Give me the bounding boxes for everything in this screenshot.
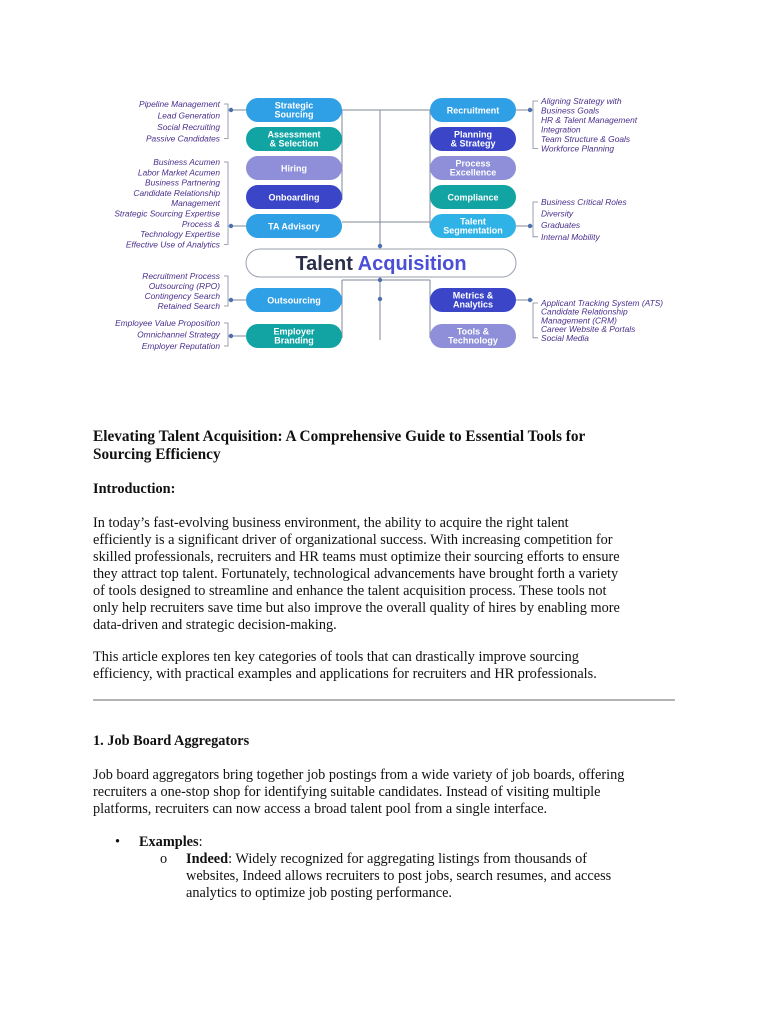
right-bracket: [533, 101, 538, 149]
example-indeed: [139, 851, 675, 902]
article-title: [93, 428, 675, 464]
indeed-text-line-2: websites, Indeed allows recruiters to post jobs, search resumes, and access: [186, 868, 612, 884]
examples-list: [93, 834, 675, 902]
right-side-item: Applicant Tracking System (ATS): [541, 298, 664, 308]
left-bracket: [224, 323, 228, 346]
pill-label-planning-strategy: Planning: [454, 129, 492, 140]
left-side-item: Labor Market Acumen: [137, 167, 220, 178]
left-side-item: Lead Generation: [157, 110, 220, 121]
right-side-item: Team Structure & Goals: [541, 134, 631, 144]
left-side-item: Outsourcing (RPO): [148, 281, 220, 291]
pill-label-metrics-analytics: Analytics: [452, 299, 494, 310]
section-1-line: Job board aggregators bring together job postings from a wide variety of job boards, offering: [93, 767, 625, 783]
pill-label-employer-branding: Employer: [273, 326, 315, 337]
examples-label: Examples: [139, 834, 199, 850]
right-side-item: Aligning Strategy with: [541, 96, 622, 106]
pill-label-strategic-sourcing: Sourcing: [274, 109, 314, 120]
left-side-item: Employer Reputation: [141, 341, 220, 351]
intro-heading: Introduction:: [93, 481, 176, 497]
article-title-line-1: Elevating Talent Acquisition: A Comprehensive Guide to Essential Tools for: [93, 428, 586, 445]
right-side-item: Management (CRM): [541, 315, 617, 326]
pill-label-process-excellence: Excellence: [449, 167, 497, 178]
right-side-item: Graduates: [541, 220, 581, 231]
indeed-text-line-1: : Widely recognized for aggregating listings from thousands of: [228, 851, 587, 867]
connector-dot: [229, 108, 233, 112]
left-side-item: Technology Expertise: [140, 229, 220, 240]
pill-label-recruitment: Recruitment: [446, 105, 500, 116]
intro-line: they attract top talent. Fortunately, technological advancements have brought forth a variety: [93, 566, 619, 582]
pill-label-tools-technology: Technology: [448, 335, 498, 346]
right-side-item: Integration: [541, 124, 581, 135]
pill-label-assessment-selection: & Selection: [269, 138, 319, 149]
pill-label-strategic-sourcing: Strategic: [274, 100, 314, 111]
pill-label-outsourcing: Outsourcing: [267, 295, 321, 306]
overview-line: This article explores ten key categories of tools that can drastically improve sourcing: [93, 649, 579, 665]
pill-label-tools-technology: Tools &: [456, 326, 490, 337]
left-side-item: Retained Search: [157, 301, 220, 311]
right-side-item: Diversity: [541, 208, 574, 219]
section-1-paragraph: [93, 767, 675, 818]
left-side-item: Pipeline Management: [138, 99, 220, 109]
intro-line: data-driven and strategic decision-making.: [93, 617, 337, 633]
section-1-line: recruiters a one-stop shop for identifying suitable candidates. Instead of visiting multiple: [93, 784, 601, 800]
examples-item: [93, 834, 675, 902]
intro-line: skilled professionals, recruiters and HR teams must optimize their sourcing efforts to ensure: [93, 549, 620, 565]
indeed-text-line-3: analytics to optimize job posting performance.: [186, 885, 453, 901]
connector-dot: [378, 244, 382, 248]
left-side-item: Process &: [181, 218, 220, 229]
left-bracket: [224, 276, 228, 306]
pill-label-planning-strategy: & Strategy: [450, 138, 496, 149]
left-bracket: [224, 104, 228, 139]
intro-line: efficiently is a significant driver of organizational success. With increasing competition for: [93, 532, 613, 548]
pill-label-metrics-analytics: Metrics &: [452, 290, 494, 301]
section-1-line: platforms, recruiters can now access a broad talent pool from a single interface.: [93, 801, 548, 817]
left-side-item: Employee Value Proposition: [115, 318, 220, 328]
left-side-item: Business Acumen: [153, 157, 220, 167]
overview-line: efficiency, with practical examples and applications for recruiters and HR professionals.: [93, 666, 597, 682]
left-side-item: Strategic Sourcing Expertise: [114, 208, 220, 219]
pill-label-hiring: Hiring: [281, 163, 307, 174]
left-side-item: Social Recruiting: [157, 122, 220, 132]
pill-label-onboarding: Onboarding: [268, 192, 320, 203]
section-1-heading: 1. Job Board Aggregators: [93, 733, 250, 749]
right-side-item: Workforce Planning: [541, 143, 615, 154]
left-side-item: Business Partnering: [145, 177, 220, 188]
intro-line: of tools designed to streamline and enhance the talent acquisition process. These tools not: [93, 583, 607, 599]
central-title: [295, 253, 466, 275]
talent-acquisition-diagram: [100, 88, 680, 358]
right-side-item: Business Critical Roles: [541, 197, 627, 207]
connector-dot: [229, 334, 233, 338]
sub-bullet-marker: o: [160, 851, 168, 867]
connector-dot: [528, 108, 532, 112]
left-side-item: Omnichannel Strategy: [137, 329, 220, 340]
right-side-item: Career Website & Portals: [541, 324, 636, 335]
pill-label-assessment-selection: Assessment: [267, 129, 321, 140]
overview-paragraph: [93, 649, 675, 683]
examples-colon: :: [198, 834, 203, 850]
examples-sublist: [139, 851, 675, 902]
pill-label-process-excellence: Process: [455, 158, 491, 169]
pill-label-ta-advisory: TA Advisory: [268, 221, 320, 232]
intro-paragraph: [93, 515, 675, 634]
left-side-item: Passive Candidates: [145, 133, 220, 144]
left-side-item: Contingency Search: [144, 291, 220, 301]
right-side-item: Social Media: [541, 332, 589, 343]
pill-label-compliance: Compliance: [447, 192, 499, 203]
article-title-line-2: Sourcing Efficiency: [93, 446, 221, 463]
left-side-item: Recruitment Process: [142, 271, 220, 281]
right-side-item: Internal Mobility: [541, 231, 600, 242]
intro-line: In today’s fast-evolving business environment, the ability to acquire the right talent: [93, 515, 569, 531]
right-bracket: [533, 303, 538, 338]
right-side-item: HR & Talent Management: [541, 115, 638, 125]
right-side-item: Business Goals: [541, 105, 600, 116]
connector-dot: [229, 298, 233, 302]
pill-label-employer-branding: Branding: [274, 335, 314, 346]
left-side-item: Candidate Relationship: [133, 187, 220, 198]
intro-line: only help recruiters save time but also improve the overall quality of hires by enabling more: [93, 600, 620, 616]
indeed-name: Indeed: [186, 851, 229, 867]
right-bracket: [533, 202, 538, 237]
left-bracket: [224, 162, 228, 244]
pill-label-talent-segmentation: Talent: [460, 216, 486, 227]
title-part-2: Acquisition: [357, 253, 467, 275]
section-divider: [93, 699, 675, 701]
pill-label-talent-segmentation: Segmentation: [443, 225, 503, 236]
right-side-item: Candidate Relationship: [541, 306, 628, 317]
left-side-item: Effective Use of Analytics: [125, 239, 220, 250]
connector-dot: [528, 224, 532, 228]
connector-dot: [378, 297, 382, 301]
connector-dot: [229, 224, 233, 228]
title-part-1: Talent: [295, 253, 358, 275]
connector-dot: [378, 278, 382, 282]
left-side-item: Management: [171, 198, 220, 209]
connector-dot: [528, 298, 532, 302]
